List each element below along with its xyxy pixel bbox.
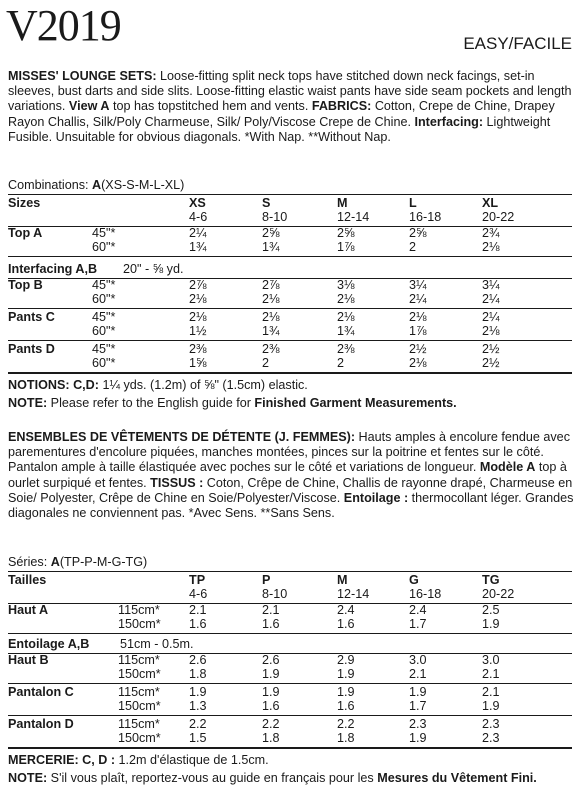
yardage-value: 2⅜ — [262, 342, 280, 356]
size-range: 8-10 — [262, 210, 288, 224]
yardage-value: 2¼ — [482, 310, 500, 324]
yardage-value: 2⅞ — [262, 278, 280, 292]
size-range: 4-6 — [189, 587, 208, 601]
divider-line — [8, 633, 572, 634]
yardage-value: 2.1 — [409, 667, 427, 681]
yardage-value: 3¼ — [482, 278, 500, 292]
divider-line — [8, 715, 572, 716]
size-name: G — [409, 573, 419, 587]
combinations-sizes: (TP-P-M-G-TG) — [59, 555, 148, 569]
text-run: 1.2m d'élastique de 1.5cm. — [115, 753, 269, 767]
yardage-value: 2⅛ — [482, 324, 500, 338]
fabric-width: 45"* — [92, 226, 116, 240]
row-label: Entoilage A,B — [8, 637, 90, 651]
bold-text-run: FABRICS: — [311, 99, 372, 114]
row-label: Haut A — [8, 603, 49, 617]
fabric-width: 60"* — [92, 292, 116, 306]
size-name: TP — [189, 573, 206, 587]
difficulty-label: EASY/FACILE — [463, 34, 572, 53]
combinations-code: A — [50, 555, 60, 569]
text-run: Hauts amples à encolure fendue avec parementures d'encolure piquées, manches montées, pinces sur la poitrine et fentes sur le côté. Pantalon ample à taille élastiquée avec poches sur le côté et variations de longueur. — [8, 430, 570, 475]
yardage-value: 2.2 — [189, 717, 207, 731]
fabric-width: 115cm* — [118, 685, 160, 699]
yardage-value: 1.9 — [189, 685, 207, 699]
row-label: Pants C — [8, 310, 55, 324]
bold-text-run: NOTE: — [8, 396, 48, 410]
fabric-width: 115cm* — [118, 603, 160, 617]
divider-line — [8, 308, 572, 309]
yardage-value: 2.1 — [482, 685, 500, 699]
french-description — [8, 430, 576, 521]
yardage-value: 2⅛ — [262, 310, 280, 324]
combinations-sizes: (XS-S-M-L-XL) — [101, 178, 185, 192]
size-range: 12-14 — [337, 587, 370, 601]
row-label: Interfacing A,B — [8, 262, 98, 276]
row-label: Pantalon C — [8, 685, 74, 699]
yardage-value: 1.9 — [337, 685, 355, 699]
combinations-label: Séries: — [8, 555, 51, 569]
size-range: 16-18 — [409, 210, 442, 224]
combinations-label: Combinations: — [8, 178, 92, 192]
inline-value: 20" - ⅝ yd. — [123, 262, 184, 276]
yardage-value: 2.3 — [482, 731, 500, 745]
size-name: XS — [189, 196, 206, 210]
fabric-width: 150cm* — [118, 731, 161, 745]
fabric-width: 60"* — [92, 324, 116, 338]
yardage-value: 1⅞ — [337, 240, 355, 254]
yardage-value: 1¾ — [262, 240, 280, 254]
pattern-number: V2019 — [6, 1, 121, 50]
row-label: Top A — [8, 226, 43, 240]
english-notions — [8, 378, 576, 393]
bold-text-run: NOTIONS: C,D: — [8, 378, 99, 392]
yardage-value: 2⅛ — [482, 240, 500, 254]
yardage-value: 2.2 — [337, 717, 355, 731]
yardage-value: 2⅛ — [337, 310, 355, 324]
yardage-value: 2½ — [482, 356, 500, 370]
french-note — [8, 771, 576, 786]
size-range: 8-10 — [262, 587, 288, 601]
row-label: Pants D — [8, 342, 55, 356]
divider-line — [8, 571, 572, 572]
size-name: S — [262, 196, 271, 210]
yardage-value: 2¼ — [189, 226, 207, 240]
size-name: M — [337, 573, 348, 587]
yardage-value: 3¼ — [409, 278, 427, 292]
fabric-width: 115cm* — [118, 653, 160, 667]
size-range: 20-22 — [482, 210, 515, 224]
yardage-value: 2.2 — [262, 717, 280, 731]
text-run: S'il vous plaît, reportez-vous au guide en français pour les — [47, 771, 378, 785]
yardage-value: 2.4 — [409, 603, 427, 617]
english-note — [8, 396, 576, 411]
divider-line — [8, 372, 572, 374]
yardage-value: 1¾ — [337, 324, 355, 338]
yardage-value: 1.6 — [337, 699, 355, 713]
text-run: Loose-fitting split neck tops have stitched down neck facings, set-in sleeves, bust darts and side slits. Loose-fitting elastic waist pants have side seam pockets and length variations. — [8, 69, 572, 114]
bold-text-run: MISSES' LOUNGE SETS: — [8, 69, 157, 83]
yardage-value: 2 — [337, 356, 345, 370]
bold-text-run: Entoilage : — [343, 490, 409, 505]
yardage-value: 2⅛ — [189, 292, 207, 306]
yardage-value: 2¼ — [409, 292, 427, 306]
yardage-value: 2⅛ — [262, 292, 280, 306]
text-run: Lightweight Fusible. Unsuitable for obvious diagonals. *With Nap. **Without Nap. — [8, 114, 551, 144]
size-range: 20-22 — [482, 587, 515, 601]
fabric-width: 150cm* — [118, 667, 161, 681]
row-label: Top B — [8, 278, 43, 292]
yardage-value: 2.3 — [409, 717, 427, 731]
yardage-value: 1.8 — [189, 667, 207, 681]
yardage-value: 2⅝ — [409, 226, 427, 240]
yardage-value: 2.4 — [337, 603, 355, 617]
bold-text-run: TISSUS : — [150, 475, 204, 490]
yardage-value: 3.0 — [409, 653, 427, 667]
yardage-value: 1.7 — [409, 617, 427, 631]
yardage-value: 1.6 — [262, 617, 280, 631]
yardage-value: 2.1 — [189, 603, 207, 617]
yardage-value: 2.1 — [262, 603, 280, 617]
fabric-width: 45"* — [92, 342, 116, 356]
yardage-value: 1.6 — [189, 617, 207, 631]
yardage-value: 1.3 — [189, 699, 207, 713]
yardage-value: 1.6 — [262, 699, 280, 713]
yardage-value: 2 — [262, 356, 270, 370]
divider-line — [8, 194, 572, 195]
yardage-value: 1.9 — [262, 667, 280, 681]
fabric-width: 45"* — [92, 310, 116, 324]
yardage-value: 2⅞ — [189, 278, 207, 292]
bold-text-run: NOTE: — [8, 771, 48, 785]
yardage-value: 3⅛ — [337, 278, 355, 292]
combinations-code: A — [92, 178, 102, 192]
text-run: Coton, Crêpe de Chine, Challis de rayonne drapé, Charmeuse en Soie/ Polyester, Crêpe de Chine en Soie/Polyester/Viscose. — [8, 475, 573, 505]
bold-text-run: ENSEMBLES DE VÊTEMENTS DE DÉTENTE (J. FEMMES): — [8, 430, 356, 444]
yardage-value: 2.6 — [189, 653, 207, 667]
divider-line — [8, 683, 572, 684]
yardage-value: 2.1 — [482, 667, 500, 681]
yardage-value: 1⅞ — [409, 324, 427, 338]
yardage-value: 2.3 — [482, 717, 500, 731]
bold-text-run: Modèle A — [479, 460, 536, 475]
yardage-value: 2⅝ — [262, 226, 280, 240]
bold-text-run: MERCERIE: C, D : — [8, 753, 116, 767]
bold-text-run: Mesures du Vêtement Fini. — [377, 771, 537, 785]
fabric-width: 60"* — [92, 356, 116, 370]
sizes-label: Sizes — [8, 196, 41, 210]
text-run: top has topstitched hem and vents. — [109, 99, 312, 114]
yardage-value: 2⅜ — [337, 342, 355, 356]
yardage-value: 1⅝ — [189, 356, 207, 370]
size-name: TG — [482, 573, 500, 587]
yardage-value: 2⅛ — [409, 356, 427, 370]
size-range: 12-14 — [337, 210, 370, 224]
yardage-value: 2⅛ — [337, 292, 355, 306]
row-label: Haut B — [8, 653, 49, 667]
yardage-value: 2 — [409, 240, 417, 254]
fabric-width: 150cm* — [118, 617, 161, 631]
row-label: Pantalon D — [8, 717, 74, 731]
yardage-value: 1.5 — [189, 731, 207, 745]
yardage-value: 1.9 — [482, 617, 500, 631]
yardage-value: 2⅜ — [189, 342, 207, 356]
inline-value: 51cm - 0.5m. — [120, 637, 194, 651]
yardage-value: 2½ — [482, 342, 500, 356]
combinations-line — [8, 178, 184, 192]
yardage-value: 2¾ — [482, 226, 500, 240]
combinations-line — [8, 555, 147, 569]
yardage-value: 2⅛ — [189, 310, 207, 324]
yardage-value: 2¼ — [482, 292, 500, 306]
yardage-value: 1½ — [189, 324, 207, 338]
sizes-label: Tailles — [8, 573, 47, 587]
size-range: 16-18 — [409, 587, 442, 601]
divider-line — [8, 747, 572, 749]
divider-line — [8, 256, 572, 257]
fabric-width: 150cm* — [118, 699, 161, 713]
yardage-value: 2.9 — [337, 653, 355, 667]
divider-line — [8, 340, 572, 341]
text-run: Please refer to the English guide for — [47, 396, 255, 410]
size-name: L — [409, 196, 417, 210]
fabric-width: 115cm* — [118, 717, 160, 731]
yardage-value: 1.9 — [337, 667, 355, 681]
bold-text-run: View A — [68, 99, 110, 114]
size-name: P — [262, 573, 271, 587]
yardage-value: 2.5 — [482, 603, 500, 617]
yardage-value: 1.8 — [337, 731, 355, 745]
yardage-value: 1¾ — [262, 324, 280, 338]
yardage-value: 1.7 — [409, 699, 427, 713]
text-run: top à ourlet surpiqué et fentes. — [8, 460, 567, 490]
yardage-value: 1.8 — [262, 731, 280, 745]
fabric-width: 45"* — [92, 278, 116, 292]
yardage-value: 1.6 — [337, 617, 355, 631]
fabric-width: 60"* — [92, 240, 116, 254]
bold-text-run: Finished Garment Measurements. — [254, 396, 457, 410]
text-run: 1¼ yds. (1.2m) of ⅝" (1.5cm) elastic. — [98, 378, 308, 392]
size-name: XL — [482, 196, 499, 210]
yardage-value: 1.9 — [409, 731, 427, 745]
yardage-value: 1.9 — [409, 685, 427, 699]
yardage-value: 2⅛ — [409, 310, 427, 324]
size-range: 4-6 — [189, 210, 208, 224]
french-notions — [8, 753, 576, 768]
yardage-value: 1.9 — [262, 685, 280, 699]
yardage-value: 2.6 — [262, 653, 280, 667]
yardage-value: 1¾ — [189, 240, 207, 254]
yardage-value: 3.0 — [482, 653, 500, 667]
yardage-value: 2⅝ — [337, 226, 355, 240]
text-run: Cotton, Crepe de Chine, Drapey Rayon Challis, Silk/Poly Charmeuse, Silk/ Poly/Viscose Crepe de Chine. — [8, 99, 555, 129]
size-name: M — [337, 196, 348, 210]
english-description — [8, 69, 576, 145]
bold-text-run: Interfacing: — [414, 114, 484, 129]
text-run: thermocollant léger. Grandes diagonales ne conviennent pas. *Avec Sens. **Sans Sens. — [8, 490, 574, 521]
yardage-value: 2½ — [409, 342, 427, 356]
yardage-value: 1.9 — [482, 699, 500, 713]
